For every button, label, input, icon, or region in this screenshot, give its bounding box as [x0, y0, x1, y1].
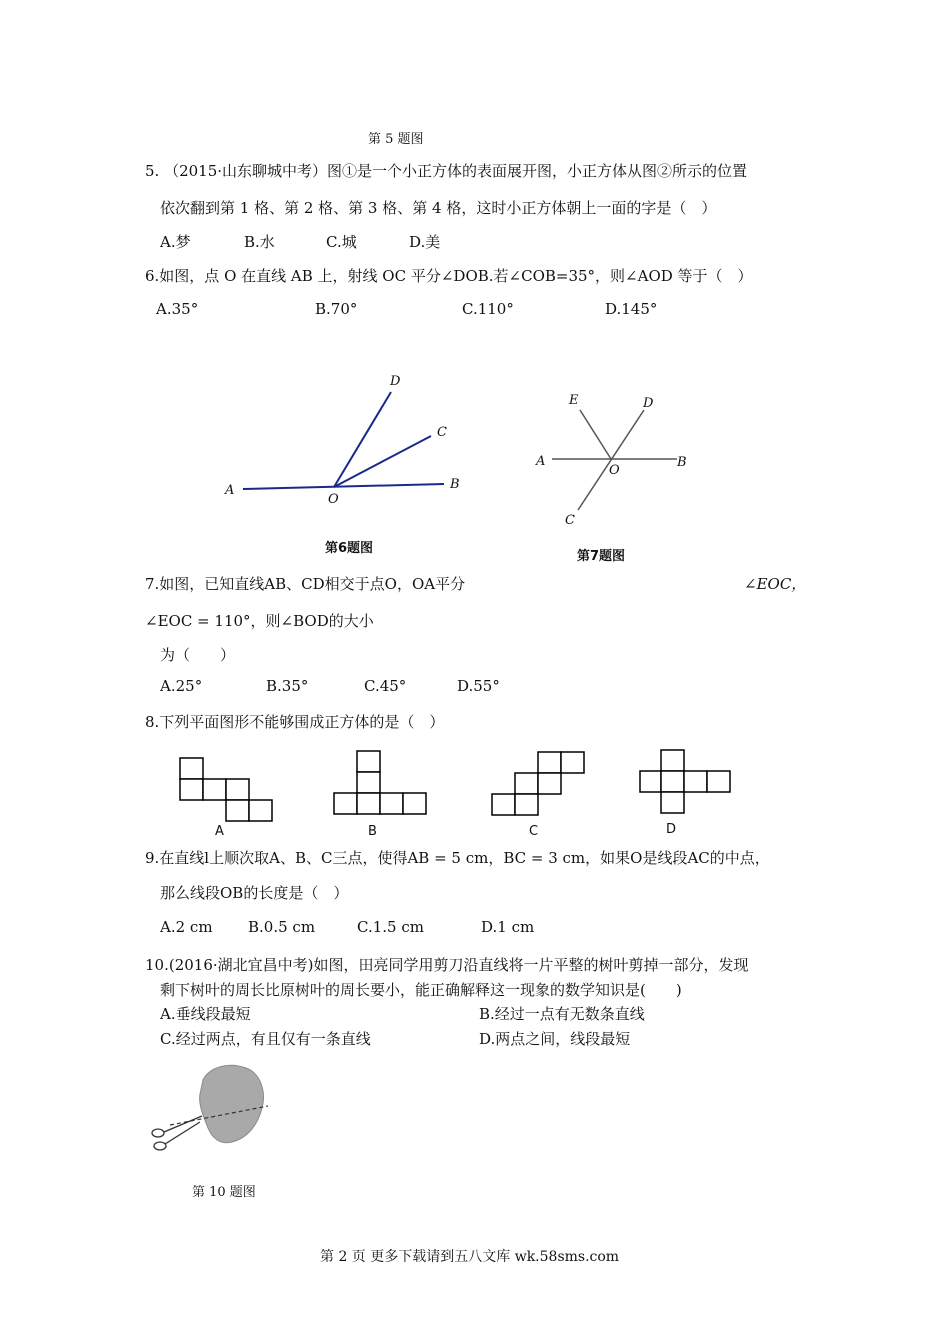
q6-label-o: O — [328, 492, 339, 507]
q7-option-d: D.55° — [457, 677, 500, 695]
q5-option-c: C.城 — [326, 233, 357, 251]
q7-option-c: C.45° — [364, 677, 407, 695]
q10-option-c: C.经过两点，有且仅有一条直线 — [160, 1030, 371, 1048]
q6-option-b: B.70° — [315, 300, 358, 318]
q10-stem-line1: 10.(2016·湖北宜昌中考)如图，田亮同学用剪刀沿直线将一片平整的树叶剪掉一部分，发现 — [145, 956, 749, 974]
q9-option-b: B.0.5 cm — [248, 918, 316, 936]
q7-label-d: D — [643, 396, 654, 411]
q5-option-b: B.水 — [244, 233, 275, 251]
q6-label-b: B — [450, 477, 460, 492]
q9-option-c: C.1.5 cm — [357, 918, 424, 936]
q5-option-a: A.梦 — [160, 233, 191, 251]
q10-option-b: B.经过一点有无数条直线 — [479, 1005, 645, 1023]
q10-option-d: D.两点之间，线段最短 — [479, 1030, 631, 1048]
q5-stem-line1: 5. （2015·山东聊城中考）图①是一个小正方体的表面展开图，小正方体从图②所示的位置 — [145, 162, 748, 180]
q8-option-a-label: A — [215, 824, 224, 839]
q10-option-a: A.垂线段最短 — [160, 1005, 251, 1023]
q6-option-c: C.110° — [462, 300, 514, 318]
q10-stem-line2: 剩下树叶的周长比原树叶的周长要小，能正确解释这一现象的数学知识是( ) — [160, 981, 682, 999]
q7-stem-line3: 为（ ） — [160, 646, 236, 664]
q5-stem-line2: 依次翻到第 1 格、第 2 格、第 3 格、第 4 格，这时小正方体朝上一面的字是（ ） — [160, 199, 717, 217]
q6-stem: 6.如图，点 O 在直线 AB 上，射线 OC 平分∠DOB.若∠COB=35°，则∠AOD 等于（ ） — [145, 267, 753, 285]
q7-label-b: B — [677, 455, 687, 470]
q7-label-c: C — [565, 513, 575, 528]
q6-option-d: D.145° — [605, 300, 658, 318]
q7-label-o: O — [609, 463, 620, 478]
q7-stem-line2: ∠EOC = 110°，则∠BOD的大小 — [145, 612, 374, 630]
q7-figure-caption: 第7题图 — [577, 549, 626, 564]
q7-stem-line1-angle: ∠EOC， — [744, 575, 807, 593]
q7-label-e: E — [569, 393, 579, 408]
page-footer: 第 2 页 更多下载请到五八文库 wk.58sms.com — [320, 1249, 620, 1265]
q5-figure-caption: 第 5 题图 — [368, 132, 424, 147]
q7-stem-line1: 7.如图，已知直线AB、CD相交于点O，OA平分 — [145, 575, 466, 593]
q9-stem-line1: 9.在直线l上顺次取A、B、C三点，使得AB = 5 cm，BC = 3 cm，如果O是线段AC的中点， — [145, 849, 770, 867]
q7-option-b: B.35° — [266, 677, 309, 695]
q7-option-a: A.25° — [160, 677, 203, 695]
q6-label-a: A — [225, 483, 235, 498]
q8-option-c-label: C — [529, 824, 539, 839]
q5-option-d: D.美 — [409, 233, 441, 251]
q8-option-b-label: B — [368, 824, 377, 839]
q8-option-d-label: D — [666, 822, 677, 837]
q9-option-a: A.2 cm — [160, 918, 213, 936]
q6-label-c: C — [437, 425, 447, 440]
leaf-icon — [200, 1065, 264, 1142]
q8-stem: 8.下列平面图形不能够围成正方体的是（ ） — [145, 713, 445, 731]
scissors-icon — [152, 1116, 202, 1150]
q9-stem-line2: 那么线段OB的长度是（ ） — [160, 884, 349, 902]
q6-label-d: D — [390, 374, 401, 389]
q6-option-a: A.35° — [156, 300, 199, 318]
q10-figure-caption: 第 10 题图 — [192, 1185, 256, 1200]
q6-figure-caption: 第6题图 — [325, 541, 374, 556]
q7-label-a: A — [536, 454, 546, 469]
q9-option-d: D.1 cm — [481, 918, 535, 936]
